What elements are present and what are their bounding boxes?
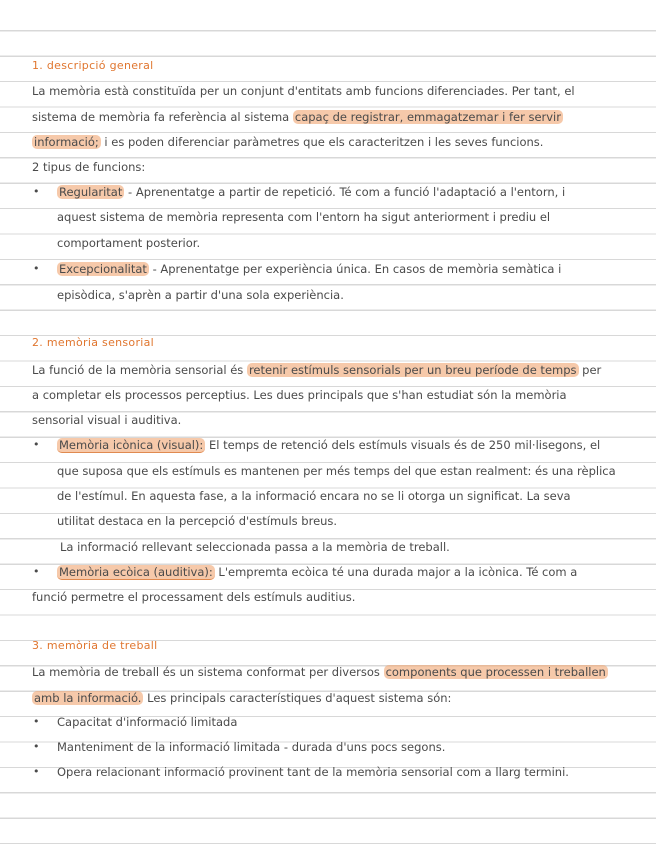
section-heading-working: 3. memòria de treball bbox=[32, 639, 158, 652]
list-item bbox=[57, 564, 577, 580]
paragraph-line bbox=[32, 690, 451, 706]
list-item bbox=[57, 184, 565, 200]
list-item-text: - Aprenentatge per experiència única. En casos de memòria semàtica i bbox=[148, 262, 562, 276]
list-item-continuation: comportament posterior. bbox=[57, 236, 201, 250]
bullet-marker: • bbox=[33, 715, 40, 728]
highlight: retenir estímuls sensorials per un breu període de temps bbox=[248, 363, 577, 377]
text-run: sistema de memòria fa referència al sistema bbox=[32, 110, 293, 124]
list-item bbox=[57, 437, 600, 453]
highlight-term: Memòria ecòica (auditiva): bbox=[59, 565, 213, 579]
paragraph-line: sensorial visual i auditiva. bbox=[32, 413, 182, 427]
highlight: capaç de registrar, emmagatzemar i fer servir bbox=[294, 110, 561, 124]
highlight: components que processen i treballen bbox=[385, 665, 606, 679]
list-item bbox=[57, 261, 561, 277]
list-item-text: L'empremta ecòica té una durada major a la icònica. Té com a bbox=[214, 565, 578, 579]
list-item-continuation: utilitat destaca en la percepció d'estímuls breus. bbox=[57, 514, 338, 528]
text-run: per bbox=[578, 363, 602, 377]
paragraph-line: La memòria està constituïda per un conjunt d'entitats amb funcions diferenciades. Per tant, el bbox=[32, 84, 575, 98]
bullet-marker: • bbox=[33, 740, 40, 753]
list-item-text: - Aprenentatge a partir de repetició. Té com a funció l'adaptació a l'entorn, i bbox=[124, 185, 566, 199]
highlight: informació; bbox=[34, 135, 99, 149]
highlight-term: Regularitat bbox=[59, 185, 123, 199]
bullet-marker: • bbox=[33, 262, 40, 275]
list-item: Manteniment de la informació limitada - durada d'uns pocs segons. bbox=[57, 740, 446, 754]
bullet-marker: • bbox=[33, 565, 40, 578]
highlight-term: Memòria icònica (visual): bbox=[59, 438, 204, 452]
list-item-continuation: que suposa que els estímuls es mantenen per més temps del que estan realment: és una rèplica bbox=[57, 464, 616, 478]
text-run: La funció de la memòria sensorial és bbox=[32, 363, 247, 377]
bullet-marker: • bbox=[33, 765, 40, 778]
list-item: Opera relacionant informació provinent tant de la memòria sensorial com a llarg termini. bbox=[57, 765, 569, 779]
bullet-marker: • bbox=[33, 438, 40, 451]
paragraph-line bbox=[32, 109, 563, 125]
list-item-continuation: funció permetre el processament dels estímuls auditius. bbox=[32, 590, 356, 604]
list-item-continuation: La informació rellevant seleccionada passa a la memòria de treball. bbox=[60, 540, 450, 554]
list-item-continuation: episòdica, s'aprèn a partir d'una sola experiència. bbox=[57, 288, 344, 302]
paragraph-line bbox=[32, 362, 601, 378]
paragraph-line bbox=[32, 134, 543, 150]
paragraph-line: a completar els processos perceptius. Les dues principals que s'han estudiat són la memòria bbox=[32, 388, 567, 402]
paragraph-line bbox=[32, 664, 608, 680]
section-heading-general: 1. descripció general bbox=[32, 59, 154, 72]
list-item-text: El temps de retenció dels estímuls visuals és de 250 mil·lisegons, el bbox=[205, 438, 601, 452]
highlight: amb la informació. bbox=[34, 691, 142, 705]
paragraph-line: 2 tipus de funcions: bbox=[32, 160, 146, 174]
list-item-continuation: aquest sistema de memòria representa com l'entorn ha sigut anteriorment i prediu el bbox=[57, 210, 551, 224]
section-heading-sensory: 2. memòria sensorial bbox=[32, 336, 155, 349]
highlight-term: Excepcionalitat bbox=[59, 262, 147, 276]
text-run: Les principals característiques d'aquest sistema són: bbox=[143, 691, 452, 705]
list-item: Capacitat d'informació limitada bbox=[57, 715, 238, 729]
bullet-marker: • bbox=[33, 185, 40, 198]
list-item-continuation: de l'estímul. En aquesta fase, a la informació encara no se li otorga un significat. La seva bbox=[57, 489, 571, 503]
text-run: La memòria de treball és un sistema conformat per diversos bbox=[32, 665, 384, 679]
text-run: i es poden diferenciar paràmetres que els caracteritzen i les seves funcions. bbox=[100, 135, 544, 149]
